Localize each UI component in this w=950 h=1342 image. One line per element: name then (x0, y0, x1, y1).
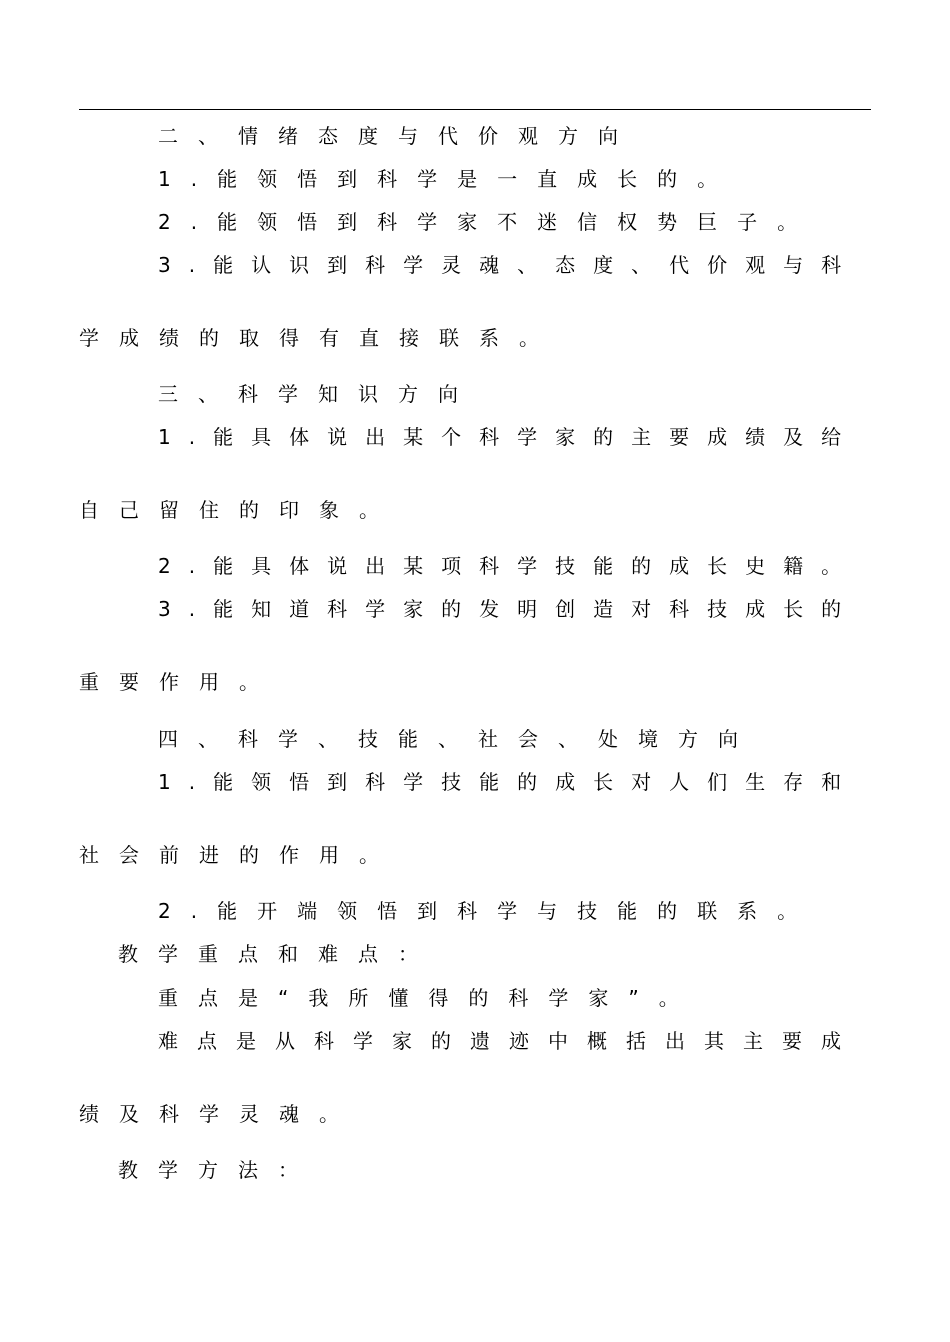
knowledge-item-3-cont: 重要作用。 (79, 670, 279, 694)
section-heading-society: 四、科学、技能、社会、处境方向 (158, 727, 758, 751)
attitude-item-2: 2.能领悟到科学家不迷信权势巨子。 (158, 210, 818, 234)
attitude-item-3: 3.能认识到科学灵魂、态度、代价观与科 (158, 253, 860, 277)
knowledge-item-1: 1.能具体说出某个科学家的主要成绩及给 (158, 425, 860, 449)
knowledge-item-2: 2.能具体说出某项科学技能的成长史籍。 (158, 554, 860, 578)
society-item-1: 1.能领悟到科学技能的成长对人们生存和 (158, 770, 860, 794)
difficult-point: 难点是从科学家的遗迹中概括出其主要成 (158, 1029, 860, 1053)
key-points-heading: 教学重点和难点： (118, 942, 438, 966)
section-heading-attitude: 二、情绪态度与代价观方向 (158, 124, 638, 148)
header-rule (79, 109, 871, 110)
difficult-point-cont: 绩及科学灵魂。 (79, 1102, 359, 1126)
attitude-item-1: 1.能领悟到科学是一直成长的。 (158, 167, 738, 191)
society-item-1-cont: 社会前进的作用。 (79, 843, 399, 867)
attitude-item-3-cont: 学成绩的取得有直接联系。 (79, 326, 559, 350)
key-point: 重点是“我所懂得的科学家”。 (158, 986, 699, 1010)
teaching-method-heading: 教学方法： (118, 1158, 318, 1182)
knowledge-item-3: 3.能知道科学家的发明创造对科技成长的 (158, 597, 860, 621)
knowledge-item-1-cont: 自己留住的印象。 (79, 498, 399, 522)
section-heading-knowledge: 三、科学知识方向 (158, 382, 478, 406)
society-item-2: 2.能开端领悟到科学与技能的联系。 (158, 899, 818, 923)
